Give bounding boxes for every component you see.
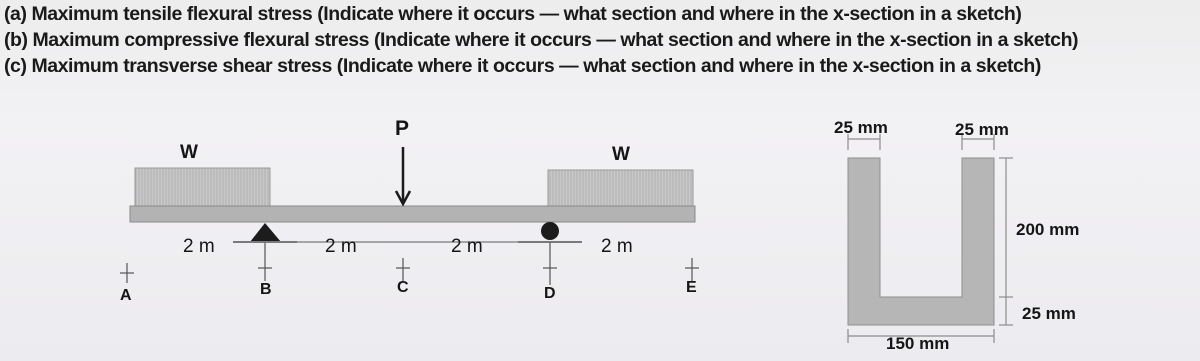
label-load-right: W [612, 144, 630, 165]
label-point-c: C [397, 279, 409, 296]
question-c: (c) Maximum transverse shear stress (Indicate where it occurs — what section and where in the x-section in a sketch) [4, 55, 1041, 77]
question-a: (a) Maximum tensile flexural stress (Indicate where it occurs — what section and where in the x-section in a sketch) [4, 3, 1022, 25]
u-cross-section [848, 158, 994, 325]
roller-support-d [541, 222, 559, 240]
label-span-ab: 2 m [183, 236, 215, 257]
point-load-arrow [396, 147, 410, 204]
distributed-load-left [135, 168, 270, 206]
label-point-a: A [120, 287, 132, 304]
question-b: (b) Maximum compressive flexural stress (Indicate where it occurs — what section and where in the x-section in a sketch) [4, 29, 1079, 51]
label-point-e: E [686, 279, 697, 296]
label-span-cd: 2 m [451, 236, 483, 257]
label-span-bc: 2 m [325, 236, 357, 257]
beam [130, 206, 695, 222]
label-section-height: 200 mm [1016, 220, 1080, 239]
label-top-left-width: 25 mm [834, 118, 888, 137]
label-span-de: 2 m [601, 236, 633, 257]
label-point-b: B [260, 281, 272, 298]
label-point-d: D [544, 285, 556, 302]
label-bottom-width: 150 mm [886, 334, 950, 353]
label-load-left: W [180, 142, 198, 163]
label-load-p: P [395, 117, 410, 140]
pin-support-b [250, 223, 281, 242]
label-bottom-thickness: 25 mm [1022, 304, 1076, 323]
label-top-right-width: 25 mm [955, 120, 1009, 139]
distributed-load-right [548, 170, 693, 206]
